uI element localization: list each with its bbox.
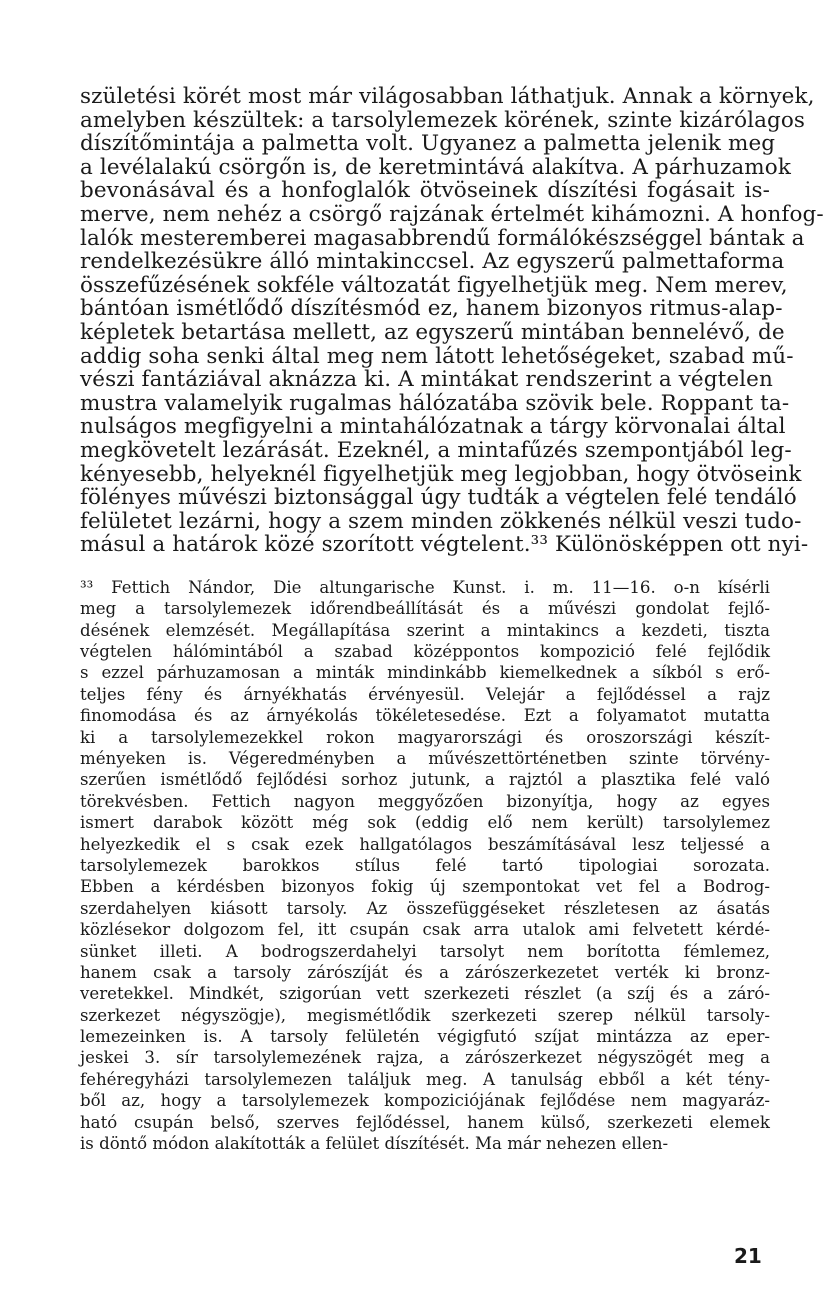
body-text-line: másul a határok közé szorított végtelent.³³ Különösképpen ott nyi-	[80, 532, 809, 558]
footnote-line: ható csupán belső, szerves fejlődéssel, hanem külső, szerkezeti elemek	[80, 1112, 770, 1132]
body-text-line: születési körét most már világosabban láthatjuk. Annak a környek,	[80, 84, 815, 109]
body-text-line: megkövetelt lezárását. Ezeknél, a mintafűzés szempontjából leg-	[80, 437, 792, 463]
footnote-line: ményeken is. Végeredményben a művészettörténetben szinte törvény-	[80, 749, 770, 768]
footnote-line: sünket illeti. A bodrogszerdahelyi tarsolyt nem borította fémlemez,	[80, 941, 770, 961]
body-text-line: fölényes művészi biztonsággal úgy tudták a végtelen felé tendáló	[80, 485, 797, 511]
body-text-line: vészi fantáziával aknázza ki. A mintákat rendszerint a végtelen	[80, 367, 773, 393]
footnote-line: ki a tarsolylemezekkel rokon magyarországi és oroszországi készít-	[80, 727, 770, 747]
footnote-line: veretekkel. Mindkét, szigorúan vett szerkezeti részlet (a szíj és a záró-	[80, 984, 770, 1004]
footnote-line: désének elemzését. Megállapítása szerint a mintakincs a kezdeti, tiszta	[80, 620, 770, 640]
footnote-line: fehéregyházi tarsolylemezen találjuk meg. A tanulság ebből a két tény-	[80, 1069, 770, 1089]
page-content	[80, 84, 824, 1154]
footnote-line: Ebben a kérdésben bizonyos fokig új szempontokat vet fel a Bodrog-	[80, 877, 770, 897]
footnote-line: szerűen ismétlődő fejlődési sorhoz jutunk, a rajztól a plasztika felé való	[80, 770, 770, 790]
footnote-line: végtelen hálómintából a szabad középpontos kompozició felé fejlődik	[80, 642, 770, 662]
body-text-line: nulságos megfigyelni a mintahálózatnak a tárgy körvonalai által	[80, 414, 786, 440]
footnote-line: ismert darabok között még sok (eddig elő nem került) tarsolylemez	[80, 813, 770, 833]
footnote-line: közlésekor dolgozom fel, itt csupán csak arra utalok ami felvetett kérdé-	[80, 920, 770, 940]
body-text-line: amelyben készültek: a tarsolylemezek körének, szinte kizárólagos	[80, 107, 806, 133]
footnote-line: ³³ Fettich Nándor, Die altungarische Kunst. i. m. 11—16. o-n kísérli	[80, 577, 770, 597]
footnote-line: tarsolylemezek barokkos stílus felé tartó tipologiai sorozata.	[80, 855, 770, 875]
footnote-line: jeskei 3. sír tarsolylemezének rajza, a zárószerkezet négyszögét meg a	[80, 1048, 770, 1068]
body-text-line: bántóan ismétlődő díszítésmód ez, hanem bizonyos ritmus-alap-	[80, 296, 783, 322]
footnote-line: ből az, hogy a tarsolylemezek kompoziciójának fejlődése nem magyaráz-	[80, 1091, 770, 1111]
body-text-line: lalók mesteremberei magasabbrendű formálókészséggel bántak a	[80, 225, 805, 251]
body-text-line: kényesebb, helyeknél figyelhetjük meg legjobban, hogy ötvöseink	[80, 461, 802, 487]
body-text-line: bevonásával és a honfoglalók ötvöseinek díszítési fogásait is-	[80, 178, 770, 204]
body-text-line: mustra valamelyik rugalmas hálózatába szövik bele. Roppant ta-	[80, 390, 790, 416]
body-text-line: a levélalakú csörgőn is, de keretmintává alakítva. A párhuzamok	[80, 154, 791, 180]
body-text-line: rendelkezésükre álló mintakinccsel. Az egyszerű palmettaforma	[80, 249, 785, 275]
body-text-line: összefűzésének sokféle változatát figyelhetjük meg. Nem merev,	[80, 272, 788, 298]
body-text-line: felületet lezárni, hogy a szem minden zökkenés nélkül veszi tudo-	[80, 508, 802, 534]
footnote-line: meg a tarsolylemezek időrendbeállítását és a művészi gondolat fejlő-	[80, 599, 770, 619]
page-number: 21	[734, 1244, 762, 1268]
footnote-line: lemezeinken is. A tarsoly felületén végigfutó szíjat mintázza az eper-	[80, 1027, 770, 1047]
footnote-line: szerkezet négyszögje), megismétlődik szerkezeti szerep nélkül tarsoly-	[80, 1005, 770, 1025]
footnote-line: hanem csak a tarsoly zárószíját és a zárószerkezetet verték ki bronz-	[80, 962, 770, 982]
body-text-line: képletek betartása mellett, az egyszerű mintában bennelévő, de	[80, 319, 785, 345]
body-text	[80, 84, 824, 558]
footnote	[80, 577, 770, 1155]
footnote-line: s ezzel párhuzamosan a minták mindinkább kiemelkednek a síkból s erő-	[80, 663, 770, 683]
footnote-line: teljes fény és árnyékhatás érvényesül. Velejár a fejlődéssel a rajz	[80, 684, 770, 704]
footnote-line: szerdahelyen kiásott tarsoly. Az összefüggéseket részletesen az ásatás	[80, 898, 770, 918]
footnote-line: finomodása és az árnyékolás tökéletesedése. Ezt a folyamatot mutatta	[80, 706, 770, 726]
body-text-line: díszítőmintája a palmetta volt. Ugyanez a palmetta jelenik meg	[80, 131, 776, 157]
footnote-line: törekvésben. Fettich nagyon meggyőzően bizonyítja, hogy az egyes	[80, 791, 770, 811]
body-text-line: merve, nem nehéz a csörgő rajzának értelmét kihámozni. A honfog-	[80, 201, 824, 227]
footnote-line: helyezkedik el s csak ezek hallgatólagos beszámításával lesz teljessé a	[80, 834, 770, 854]
footnote-line: is döntő módon alakították a felület díszítését. Ma már nehezen ellen-	[80, 1134, 669, 1154]
body-text-line: addig soha senki által meg nem látott lehetőségeket, szabad mű-	[80, 343, 794, 369]
section-gap	[80, 557, 770, 577]
